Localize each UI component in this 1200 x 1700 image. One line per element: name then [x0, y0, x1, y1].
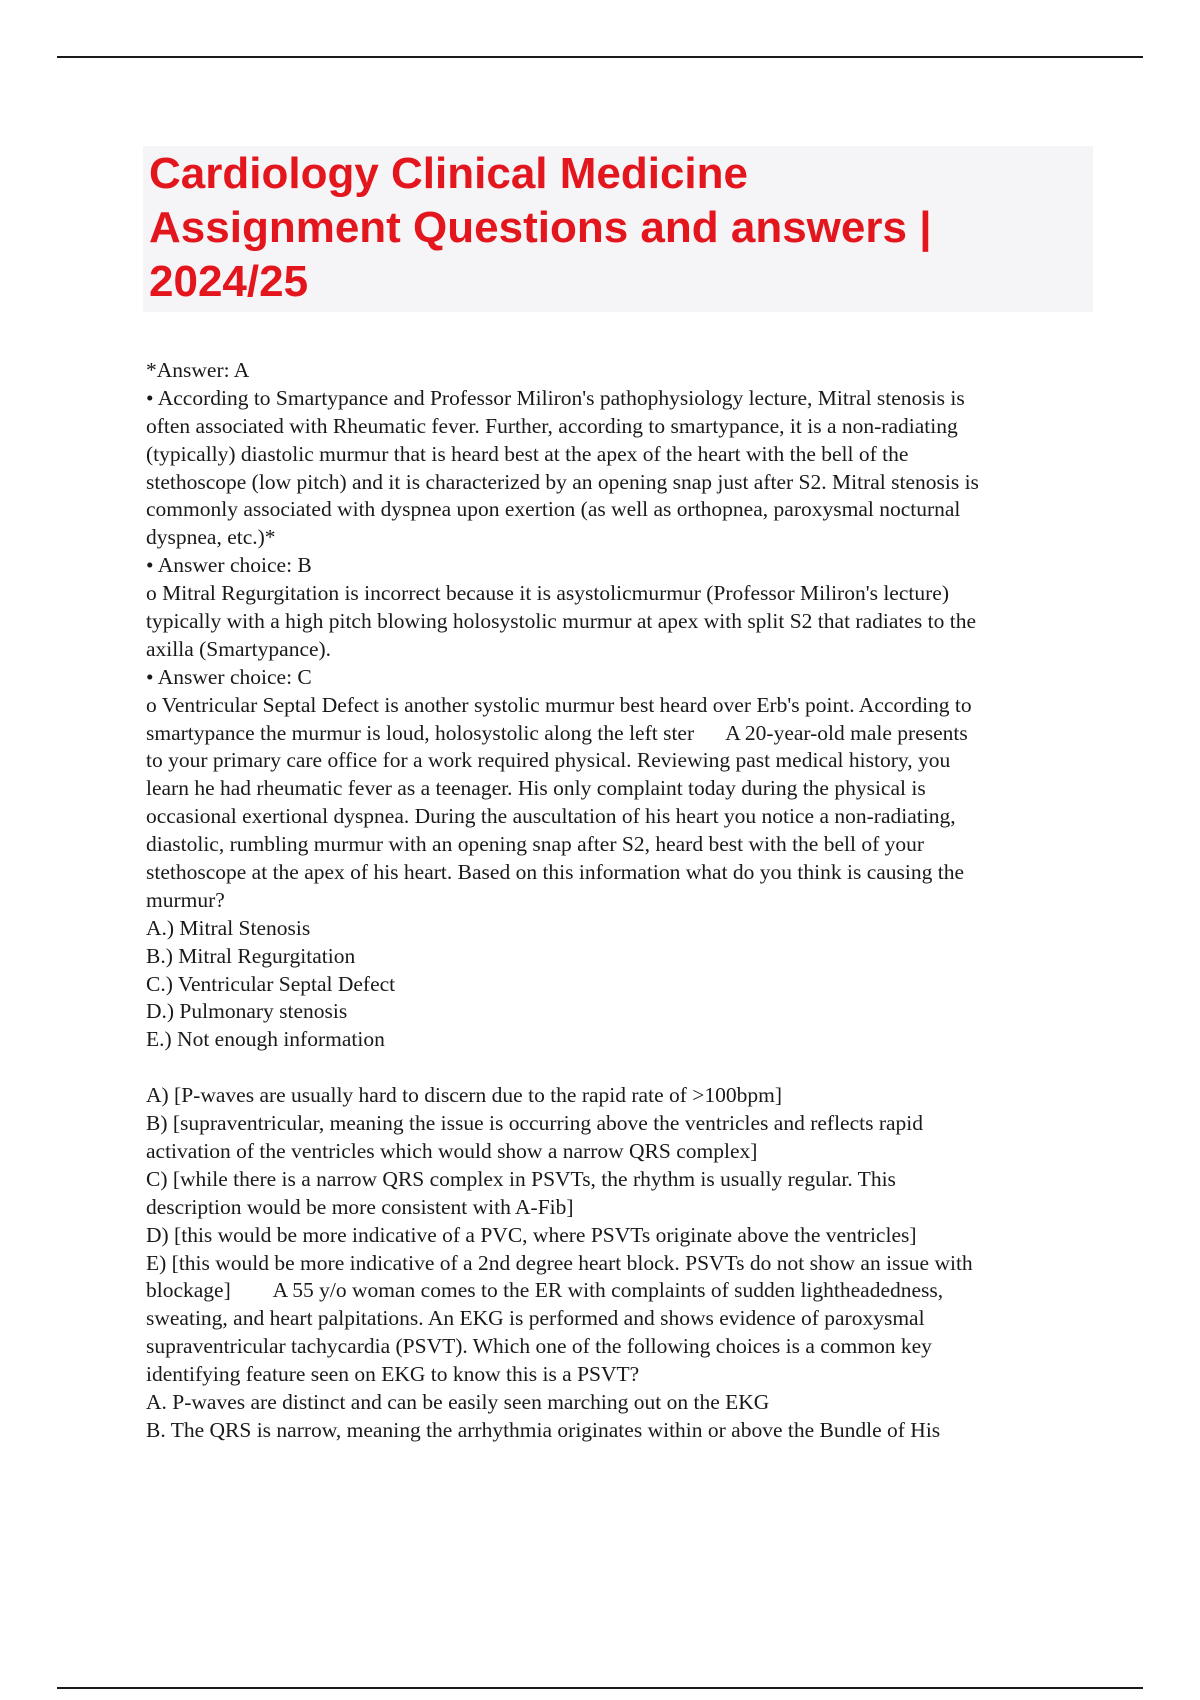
answer-option: E.) Not enough information	[146, 1027, 385, 1052]
text-line: diastolic, rumbling murmur with an opening snap after S2, heard best with the bell of your	[146, 832, 925, 857]
text-line: identifying feature seen on EKG to know this is a PSVT?	[146, 1362, 640, 1387]
text-line: B) [supraventricular, meaning the issue is occurring above the ventricles and reflects rapid	[146, 1111, 924, 1136]
text-line: o Ventricular Septal Defect is another systolic murmur best heard over Erb's point. According to	[146, 692, 972, 717]
title-line: Cardiology Clinical Medicine	[149, 149, 749, 198]
text-line: o Mitral Regurgitation is incorrect because it is asystolicmurmur (Professor Miliron's lecture)	[146, 581, 949, 606]
text-line: learn he had rheumatic fever as a teenager. His only complaint today during the physical is	[146, 776, 926, 801]
answer-option: A. P-waves are distinct and can be easily seen marching out on the EKG	[146, 1389, 770, 1414]
text-line: blockage] A 55 y/o woman comes to the ER with complaints of sudden lightheadedness,	[146, 1278, 944, 1303]
text-line: D) [this would be more indicative of a PVC, where PSVTs originate above the ventricles]	[146, 1222, 917, 1247]
text-line: • Answer choice: B	[146, 553, 312, 578]
text-line: *Answer: A	[146, 358, 250, 382]
header-rule	[57, 56, 1143, 58]
text-line: sweating, and heart palpitations. An EKG is performed and shows evidence of paroxysmal	[146, 1306, 925, 1331]
text-line: • According to Smartypance and Professor Miliron's pathophysiology lecture, Mitral stenosis is	[146, 385, 965, 410]
text-line: supraventricular tachycardia (PSVT). Which one of the following choices is a common key	[146, 1334, 932, 1359]
paragraph-spacer	[146, 1054, 1096, 1082]
text-line: stethoscope (low pitch) and it is characterized by an opening snap just after S2. Mitral stenosis is	[146, 469, 979, 494]
answer-option: D.) Pulmonary stenosis	[146, 999, 348, 1024]
text-line: commonly associated with dyspnea upon exertion (as well as orthopnea, paroxysmal nocturnal	[146, 497, 961, 522]
text-line: • Answer choice: C	[146, 664, 312, 689]
document-title	[143, 146, 1093, 312]
text-line: dyspnea, etc.)*	[146, 525, 276, 550]
answer-option: A.) Mitral Stenosis	[146, 915, 311, 940]
text-line: A) [P-waves are usually hard to discern due to the rapid rate of >100bpm]	[146, 1083, 783, 1108]
text-line: activation of the ventricles which would show a narrow QRS complex]	[146, 1138, 758, 1163]
answer-option: B.) Mitral Regurgitation	[146, 943, 356, 968]
answer-option: C.) Ventricular Septal Defect	[146, 971, 396, 996]
text-line: smartypance the murmur is loud, holosystolic along the left ster A 20-year-old male presents	[146, 720, 968, 745]
text-line: (typically) diastolic murmur that is heard best at the apex of the heart with the bell of the	[146, 441, 909, 466]
text-line: axilla (Smartypance).	[146, 636, 332, 661]
title-line: 2024/25	[149, 257, 309, 306]
text-line: occasional exertional dyspnea. During the auscultation of his heart you notice a non-radiating,	[146, 804, 956, 829]
answer-option: B. The QRS is narrow, meaning the arrhythmia originates within or above the Bundle of His	[146, 1417, 941, 1442]
title-line: Assignment Questions and answers |	[149, 203, 932, 252]
text-line: C) [while there is a narrow QRS complex in PSVTs, the rhythm is usually regular. This	[146, 1166, 896, 1191]
document-body	[146, 357, 1096, 1445]
text-line: to your primary care office for a work required physical. Reviewing past medical history, you	[146, 748, 951, 773]
text-line: E) [this would be more indicative of a 2nd degree heart block. PSVTs do not show an issue with	[146, 1250, 973, 1275]
text-line: stethoscope at the apex of his heart. Based on this information what do you think is causing the	[146, 860, 965, 885]
text-line: description would be more consistent with A-Fib]	[146, 1194, 574, 1219]
text-line: murmur?	[146, 887, 225, 912]
text-line: often associated with Rheumatic fever. Further, according to smartypance, it is a non-radiating	[146, 413, 958, 438]
footer-rule	[57, 1687, 1143, 1689]
text-line: typically with a high pitch blowing holosystolic murmur at apex with split S2 that radiates to the	[146, 609, 977, 634]
